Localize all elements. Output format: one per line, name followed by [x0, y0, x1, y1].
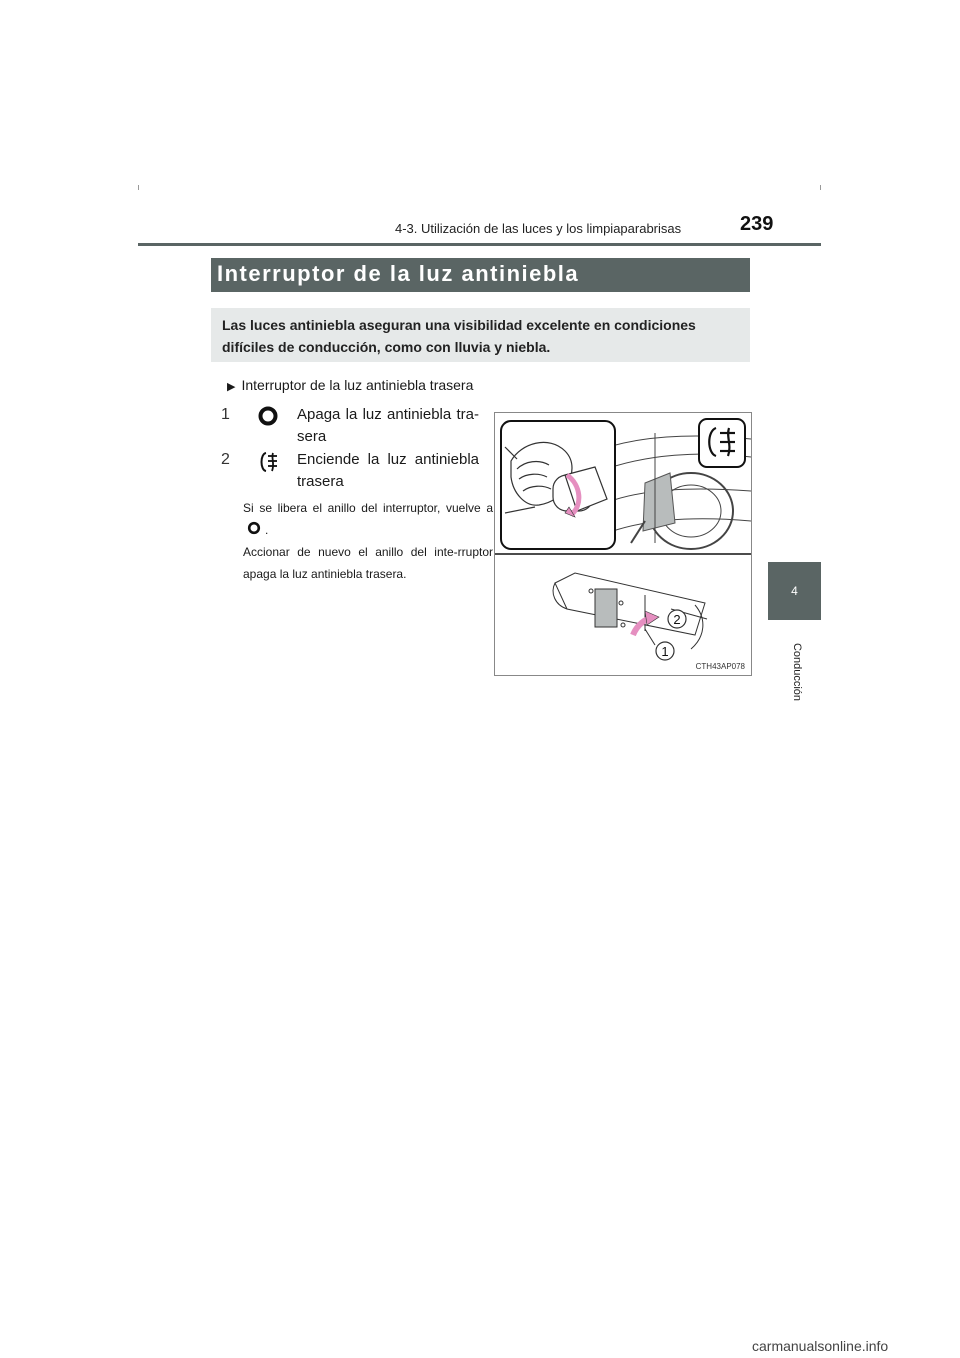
figure-code: CTH43AP078 [695, 662, 745, 671]
step-text: Enciende la luz antiniebla trasera [297, 451, 479, 490]
step-number: 2 [221, 451, 230, 468]
callout-1-number: 1 [661, 644, 669, 659]
intro-box [211, 308, 750, 362]
section-header [211, 258, 750, 292]
crop-mark-right [820, 185, 821, 190]
note-again: Accionar de nuevo el anillo del inte-rruptor apaga la luz antiniebla trasera. [243, 545, 493, 581]
callout-2-number: 2 [673, 612, 681, 627]
crop-mark-left [138, 185, 139, 190]
fog-light-off-icon [257, 405, 279, 427]
page-number: 239 [740, 213, 774, 235]
chapter-title: 4-3. Utilización de las luces y los limpiaparabrisas [395, 221, 682, 236]
switch-illustration [494, 412, 752, 676]
note-release-end: . [265, 523, 269, 537]
note-release [243, 497, 493, 542]
subsection-heading [227, 377, 473, 393]
fog-light-off-icon [247, 520, 261, 542]
intro-text: Las luces antiniebla aseguran una visibilidad excelente en condiciones difíciles de conducción, como con lluvia y niebla. [222, 317, 696, 355]
rear-fog-light-icon [256, 450, 280, 474]
bullet-arrow-icon: ▶ [227, 381, 236, 393]
step-text: Apaga la luz antiniebla tra-sera [297, 406, 479, 445]
lever-switch [553, 573, 707, 649]
chapter-tab: 4 [768, 562, 821, 620]
watermark: carmanualsonline.info [752, 1338, 889, 1354]
section-title: Interruptor de la luz antiniebla [217, 261, 580, 286]
step-number: 1 [221, 406, 230, 423]
note-release-text: Si se libera el anillo del interruptor, vuelve a [243, 501, 493, 515]
subsection-title: Interruptor de la luz antiniebla trasera [241, 377, 474, 393]
header-divider [138, 243, 821, 246]
chapter-tab-label: Conducción [791, 642, 803, 702]
